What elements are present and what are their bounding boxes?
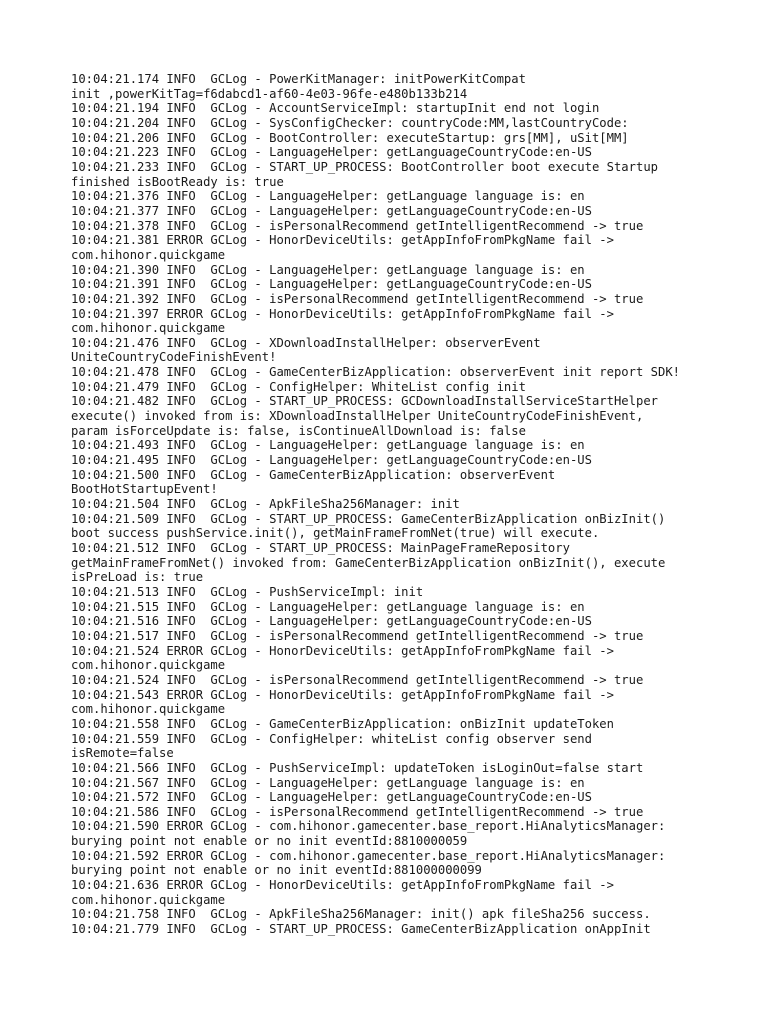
log-line: param isForceUpdate is: false, isContinueAllDownload is: false [71, 423, 526, 438]
log-line: 10:04:21.206 INFO GCLog - BootController: executeStartup: grs[MM], uSit[MM] [71, 130, 629, 145]
log-line: 10:04:21.391 INFO GCLog - LanguageHelper: getLanguageCountryCode:en-US [71, 277, 592, 292]
log-line: 10:04:21.204 INFO GCLog - SysConfigChecker: countryCode:MM,lastCountryCode: [71, 115, 629, 130]
log-line: isPreLoad is: true [71, 570, 204, 585]
log-line: 10:04:21.559 INFO GCLog - ConfigHelper: whiteList config observer send [71, 731, 592, 746]
log-line: 10:04:21.636 ERROR GCLog - HonorDeviceUtils: getAppInfoFromPkgName fail -> [71, 878, 614, 893]
log-line: com.hihonor.quickgame [71, 892, 226, 907]
log-line: 10:04:21.758 INFO GCLog - ApkFileSha256Manager: init() apk fileSha256 success. [71, 907, 651, 922]
log-line: 10:04:21.397 ERROR GCLog - HonorDeviceUtils: getAppInfoFromPkgName fail -> [71, 306, 614, 321]
log-line: 10:04:21.390 INFO GCLog - LanguageHelper: getLanguage language is: en [71, 262, 585, 277]
log-line: burying point not enable or no init eventId:881000000099 [71, 863, 482, 878]
log-line: 10:04:21.524 ERROR GCLog - HonorDeviceUtils: getAppInfoFromPkgName fail -> [71, 643, 614, 658]
log-line: isRemote=false [71, 746, 174, 761]
log-line: 10:04:21.558 INFO GCLog - GameCenterBizApplication: onBizInit updateToken [71, 716, 614, 731]
log-line: 10:04:21.512 INFO GCLog - START_UP_PROCESS: MainPageFrameRepository [71, 541, 570, 555]
log-line: 10:04:21.513 INFO GCLog - PushServiceImpl: init [71, 584, 424, 599]
log-line: execute() invoked from is: XDownloadInstallHelper UniteCountryCodeFinishEvent, [71, 409, 644, 424]
log-line: 10:04:21.515 INFO GCLog - LanguageHelper: getLanguage language is: en [71, 599, 585, 614]
log-line: 10:04:21.567 INFO GCLog - LanguageHelper: getLanguage language is: en [71, 775, 585, 790]
log-line: BootHotStartupEvent! [71, 482, 218, 497]
log-line: com.hihonor.quickgame [71, 658, 226, 673]
log-line: 10:04:21.194 INFO GCLog - AccountServiceImpl: startupInit end not login [71, 101, 600, 116]
log-line: 10:04:21.500 INFO GCLog - GameCenterBizApplication: observerEvent [71, 467, 556, 482]
log-line: 10:04:21.524 INFO GCLog - isPersonalRecommend getIntelligentRecommend -> true [71, 672, 644, 687]
log-line: 10:04:21.543 ERROR GCLog - HonorDeviceUtils: getAppInfoFromPkgName fail -> [71, 687, 614, 702]
log-line: getMainFrameFromNet() invoked from: GameCenterBizApplication onBizInit(), execute [71, 555, 666, 570]
log-line: burying point not enable or no init eventId:8810000059 [71, 834, 468, 849]
log-line: 10:04:21.223 INFO GCLog - LanguageHelper: getLanguageCountryCode:en-US [71, 145, 592, 160]
log-line: com.hihonor.quickgame [71, 247, 226, 262]
log-line: 10:04:21.779 INFO GCLog - START_UP_PROCESS: GameCenterBizApplication onAppInit [71, 922, 651, 937]
log-line: finished isBootReady is: true [71, 174, 284, 189]
log-line: 10:04:21.381 ERROR GCLog - HonorDeviceUtils: getAppInfoFromPkgName fail -> [71, 233, 614, 248]
log-line: 10:04:21.495 INFO GCLog - LanguageHelper: getLanguageCountryCode:en-US [71, 453, 592, 468]
log-line: 10:04:21.392 INFO GCLog - isPersonalRecommend getIntelligentRecommend -> true [71, 291, 644, 306]
log-line: 10:04:21.572 INFO GCLog - LanguageHelper: getLanguageCountryCode:en-US [71, 790, 592, 805]
log-line: 10:04:21.479 INFO GCLog - ConfigHelper: WhiteList config init [71, 379, 526, 394]
log-line: 10:04:21.590 ERROR GCLog - com.hihonor.gamecenter.base_report.HiAnalyticsManager: [71, 819, 666, 834]
log-line: com.hihonor.quickgame [71, 321, 226, 336]
log-line: 10:04:21.377 INFO GCLog - LanguageHelper: getLanguageCountryCode:en-US [71, 203, 592, 218]
log-line: 10:04:21.493 INFO GCLog - LanguageHelper: getLanguage language is: en [71, 438, 585, 453]
log-line: 10:04:21.516 INFO GCLog - LanguageHelper: getLanguageCountryCode:en-US [71, 614, 592, 629]
log-line: init ,powerKitTag=f6dabcd1-af60-4e03-96fe-e480b133b214 [71, 86, 468, 101]
log-line: 10:04:21.482 INFO GCLog - START_UP_PROCESS: GCDownloadInstallServiceStartHelper [71, 394, 658, 409]
log-line: 10:04:21.378 INFO GCLog - isPersonalRecommend getIntelligentRecommend -> true [71, 218, 644, 233]
log-line: 10:04:21.233 INFO GCLog - START_UP_PROCESS: BootController boot execute Startup [71, 159, 658, 174]
log-line: 10:04:21.566 INFO GCLog - PushServiceImpl: updateToken isLoginOut=false start [71, 760, 644, 775]
log-document [71, 72, 751, 937]
log-line: 10:04:21.586 INFO GCLog - isPersonalRecommend getIntelligentRecommend -> true [71, 804, 644, 819]
log-line: 10:04:21.517 INFO GCLog - isPersonalRecommend getIntelligentRecommend -> true [71, 628, 644, 643]
log-line: 10:04:21.504 INFO GCLog - ApkFileSha256Manager: init [71, 497, 460, 512]
log-line: boot success pushService.init(), getMainFrameFromNet(true) will execute. [71, 526, 600, 541]
log-line: 10:04:21.376 INFO GCLog - LanguageHelper: getLanguage language is: en [71, 189, 585, 204]
log-line: 10:04:21.509 INFO GCLog - START_UP_PROCESS: GameCenterBizApplication onBizInit() [71, 511, 666, 526]
log-line: com.hihonor.quickgame [71, 702, 226, 717]
log-line: 10:04:21.476 INFO GCLog - XDownloadInstallHelper: observerEvent [71, 335, 541, 350]
log-line: 10:04:21.478 INFO GCLog - GameCenterBizApplication: observerEvent init report SDK! [71, 365, 681, 380]
log-line: UniteCountryCodeFinishEvent! [71, 350, 277, 365]
log-line: 10:04:21.592 ERROR GCLog - com.hihonor.gamecenter.base_report.HiAnalyticsManager: [71, 848, 666, 863]
log-line: 10:04:21.174 INFO GCLog - PowerKitManager: initPowerKitCompat [71, 72, 526, 86]
